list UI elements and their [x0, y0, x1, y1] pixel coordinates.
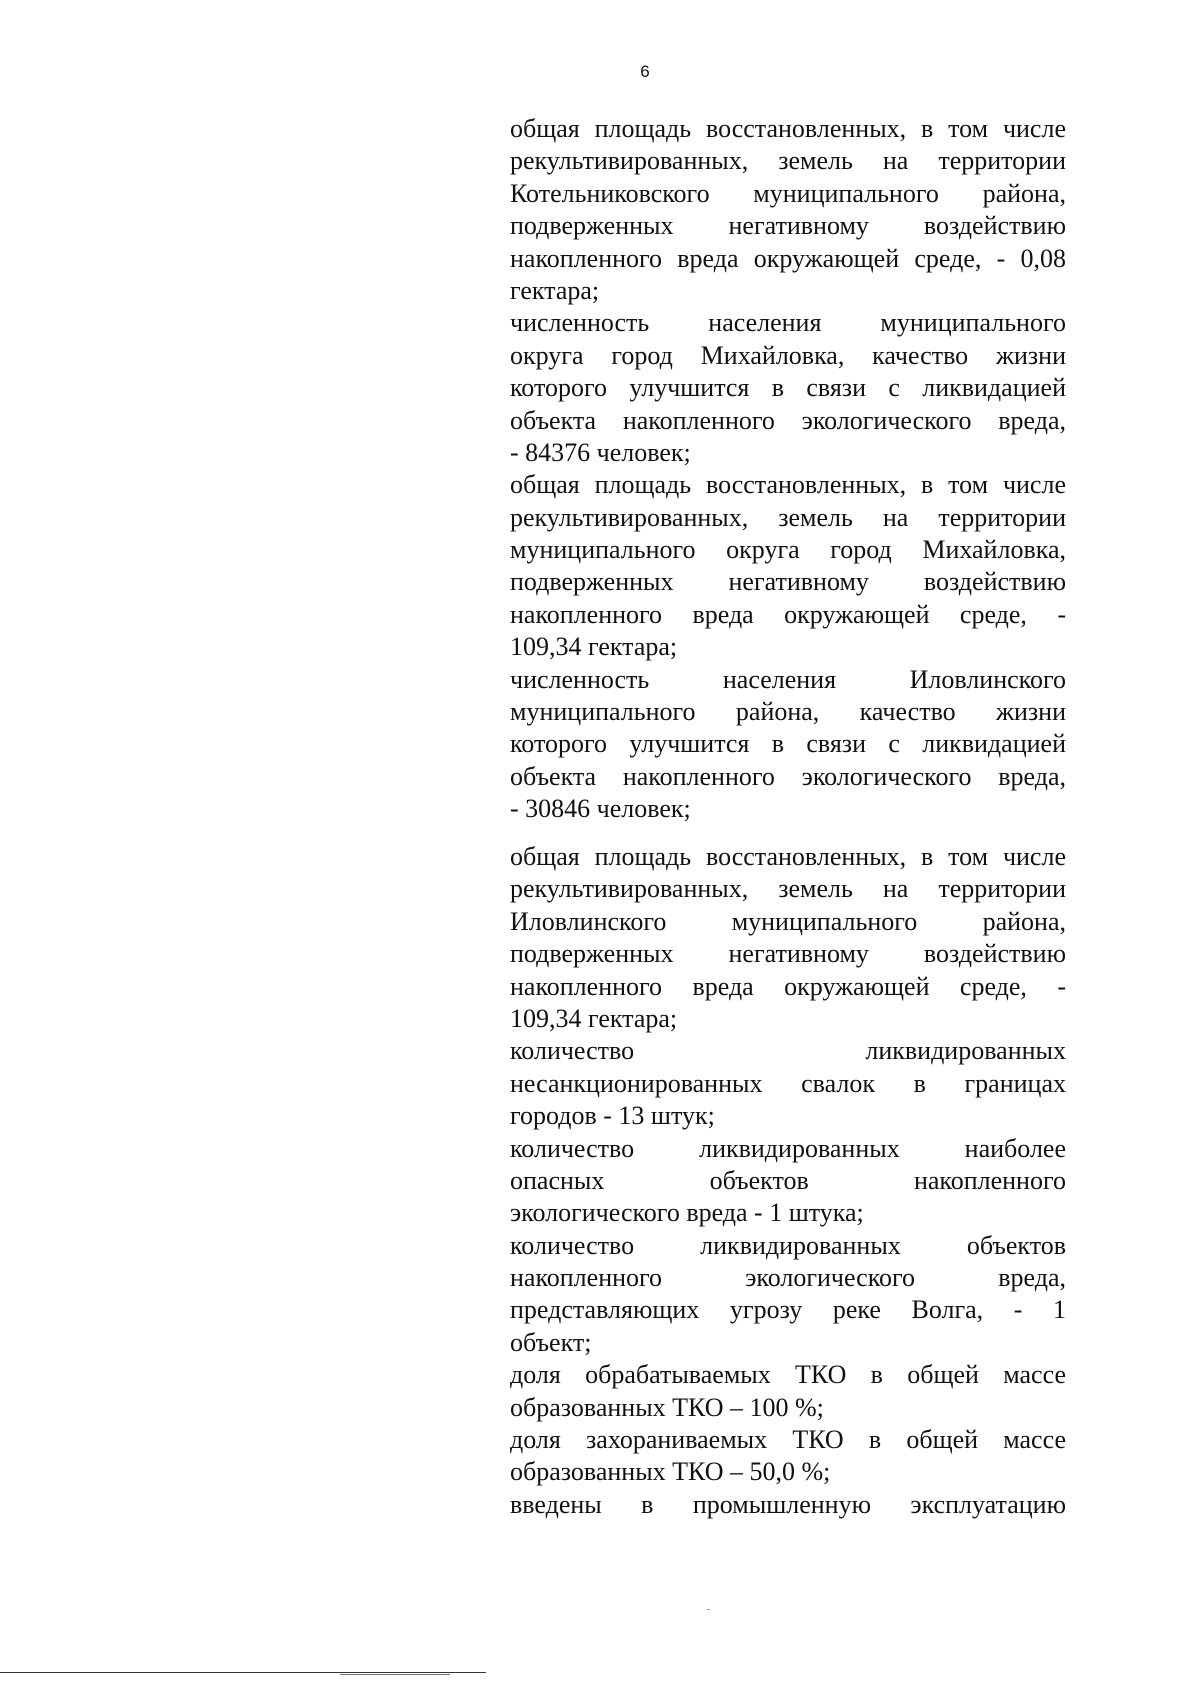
text-line: количество ликвидированных наиболее: [510, 1133, 1066, 1163]
text-line: экологического вреда - 1 штука;: [510, 1198, 864, 1228]
text-line: Иловлинского муниципального района,: [510, 906, 1066, 936]
text-line: объекта накопленного экологического вреда,: [510, 405, 1066, 435]
text-line: объект;: [510, 1327, 592, 1357]
text-line: подверженных негативному воздействию: [510, 211, 1066, 241]
text-line: рекультивированных, земель на территории: [510, 146, 1066, 176]
text-line: которого улучшится в связи с ликвидацией: [510, 729, 1066, 759]
text-line: доля захораниваемых ТКО в общей массе: [510, 1425, 1066, 1455]
text-line: округа город Михайловка, качество жизни: [510, 340, 1066, 370]
text-line: накопленного экологического вреда,: [510, 1263, 1066, 1293]
text-line: муниципального района, качество жизни: [510, 697, 1066, 727]
text-line: количество ликвидированных: [510, 1036, 1066, 1066]
text-line: - 84376 человек;: [510, 437, 691, 467]
text-line: которого улучшится в связи с ликвидацией: [510, 373, 1066, 403]
text-line: образованных ТКО – 100 %;: [510, 1392, 824, 1422]
text-line: численность населения Иловлинского: [510, 664, 1066, 694]
text-line: образованных ТКО – 50,0 %;: [510, 1457, 831, 1487]
text-line: городов - 13 штук;: [510, 1101, 715, 1131]
text-line: общая площадь восстановленных, в том числе: [510, 114, 1066, 143]
scan-speck: [707, 1609, 710, 1610]
text-line: 109,34 гектара;: [510, 632, 678, 662]
text-line: общая площадь восстановленных, в том числе: [510, 842, 1066, 871]
footer-divider: [0, 1672, 486, 1673]
text-line: накопленного вреда окружающей среде, -: [510, 971, 1066, 1001]
text-line: накопленного вреда окружающей среде, -: [510, 599, 1066, 629]
text-line: подверженных негативному воздействию: [510, 567, 1066, 597]
text-line: - 30846 человек;: [510, 794, 691, 824]
text-line: рекультивированных, земель на территории: [510, 502, 1066, 532]
text-line: опасных объектов накопленного: [510, 1165, 1066, 1195]
text-line: количество ликвидированных объектов: [510, 1230, 1066, 1260]
text-line: численность населения муниципального: [510, 308, 1066, 338]
text-line: гектара;: [510, 275, 600, 305]
text-line: муниципального округа город Михайловка,: [510, 535, 1066, 565]
text-line: общая площадь восстановленных, в том числе: [510, 470, 1066, 500]
text-line: введены в промышленную эксплуатацию: [510, 1489, 1066, 1519]
text-line: представляющих угрозу реке Волга, - 1: [510, 1295, 1066, 1325]
text-line: накопленного вреда окружающей среде, - 0,08: [510, 243, 1066, 273]
footer-divider-segment: [340, 1674, 450, 1675]
text-line: Котельниковского муниципального района,: [510, 178, 1066, 208]
text-block-1: [510, 113, 1066, 826]
text-line: рекультивированных, земель на территории: [510, 874, 1066, 904]
text-line: подверженных негативному воздействию: [510, 939, 1066, 969]
text-line: 109,34 гектара;: [510, 1003, 678, 1033]
text-line: несанкционированных свалок в границах: [510, 1068, 1066, 1098]
page-number: 6: [640, 62, 650, 81]
text-block-2: [510, 841, 1066, 1521]
text-line: объекта накопленного экологического вреда,: [510, 761, 1066, 791]
text-line: доля обрабатываемых ТКО в общей массе: [510, 1360, 1066, 1390]
